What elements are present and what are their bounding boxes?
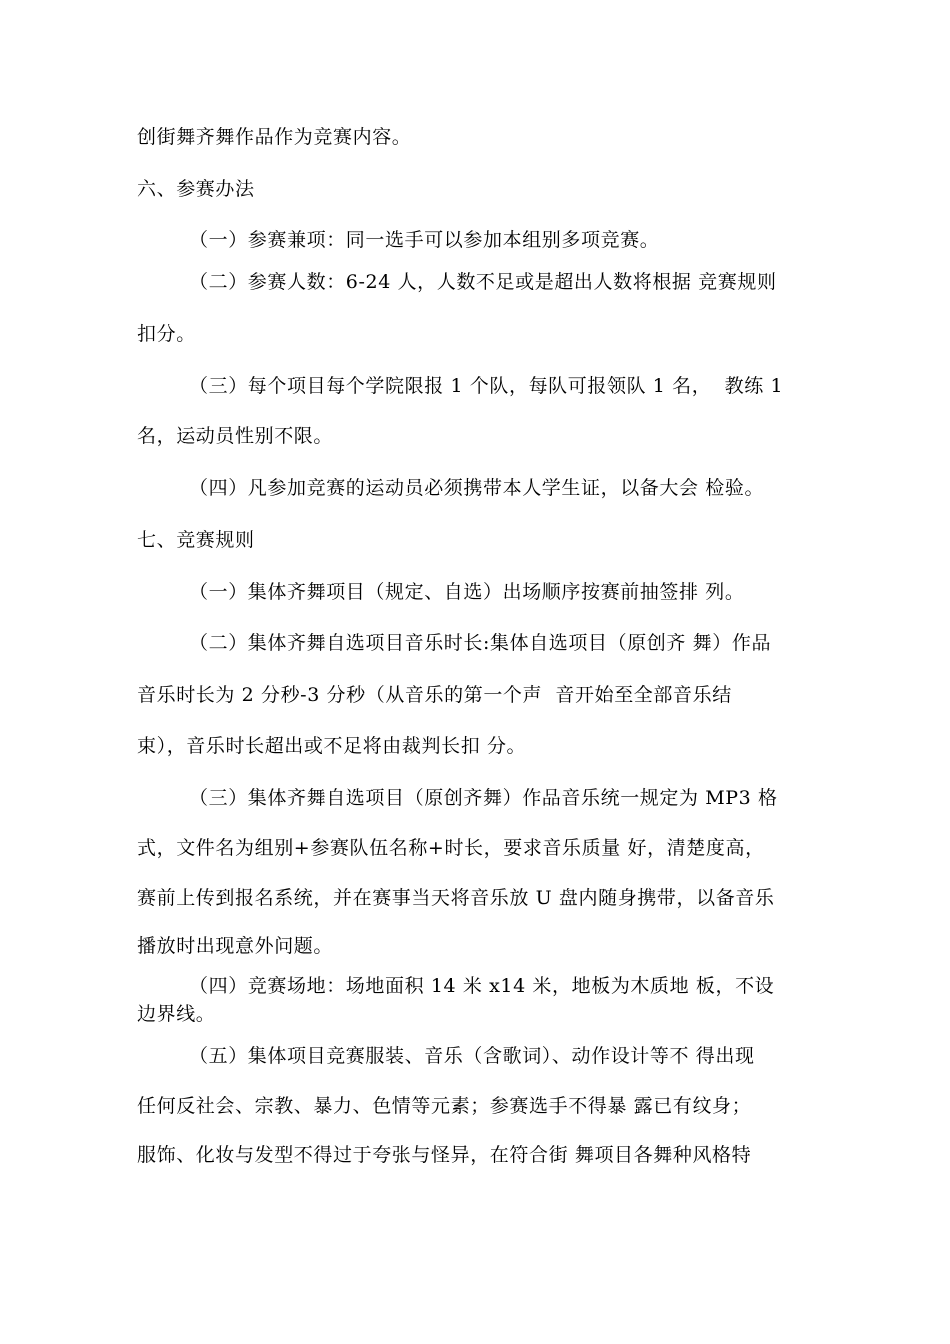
text-line: （二）参赛人数：6-24 人，人数不足或是超出人数将根据 竞赛规则 — [189, 271, 777, 293]
text-line: （一）集体齐舞项目（规定、自选）出场顺序按赛前抽签排 列。 — [189, 581, 745, 603]
section-heading: 六、参赛办法 — [137, 178, 255, 200]
text-line: （四）凡参加竞赛的运动员必须携带本人学生证，以备大会 检验。 — [189, 477, 765, 499]
text-line: 扣分。 — [137, 323, 196, 345]
text-line: 服饰、化妆与发型不得过于夸张与怪异，在符合街 舞项目各舞种风格特 — [137, 1144, 752, 1166]
text-line: （四）竞赛场地：场地面积 14 米 x14 米，地板为木质地 板，不设 — [189, 975, 775, 997]
text-line: 赛前上传到报名系统，并在赛事当天将音乐放 U 盘内随身携带，以备音乐 — [137, 887, 775, 909]
text-line: 创街舞齐舞作品作为竞赛内容。 — [137, 126, 412, 148]
text-line: （一）参赛兼项：同一选手可以参加本组别多项竞赛。 — [189, 229, 660, 251]
text-line: 边界线。 — [137, 1003, 216, 1025]
text-line: 式，文件名为组别+参赛队伍名称+时长，要求音乐质量 好，清楚度高， — [137, 837, 765, 859]
section-heading: 七、竞赛规则 — [137, 529, 255, 551]
text-line: 束），音乐时长超出或不足将由裁判长扣 分。 — [137, 735, 527, 757]
text-line: 音乐时长为 2 分秒-3 分秒（从音乐的第一个声 音开始至全部音乐结 — [137, 684, 732, 706]
text-line: 播放时出现意外问题。 — [137, 935, 334, 957]
text-line: （二）集体齐舞自选项目音乐时长:集体自选项目（原创齐 舞）作品 — [189, 632, 772, 654]
text-line: 名，运动员性别不限。 — [137, 425, 334, 447]
text-line: 任何反社会、宗教、暴力、色情等元素；参赛选手不得暴 露已有纹身； — [137, 1095, 752, 1117]
text-line: （三）集体齐舞自选项目（原创齐舞）作品音乐统一规定为 MP3 格 — [189, 787, 778, 809]
text-line: （三）每个项目每个学院限报 1 个队，每队可报领队 1 名， 教练 1 — [189, 375, 784, 397]
text-line: （五）集体项目竞赛服装、音乐（含歌词）、动作设计等不 得出现 — [189, 1045, 755, 1067]
